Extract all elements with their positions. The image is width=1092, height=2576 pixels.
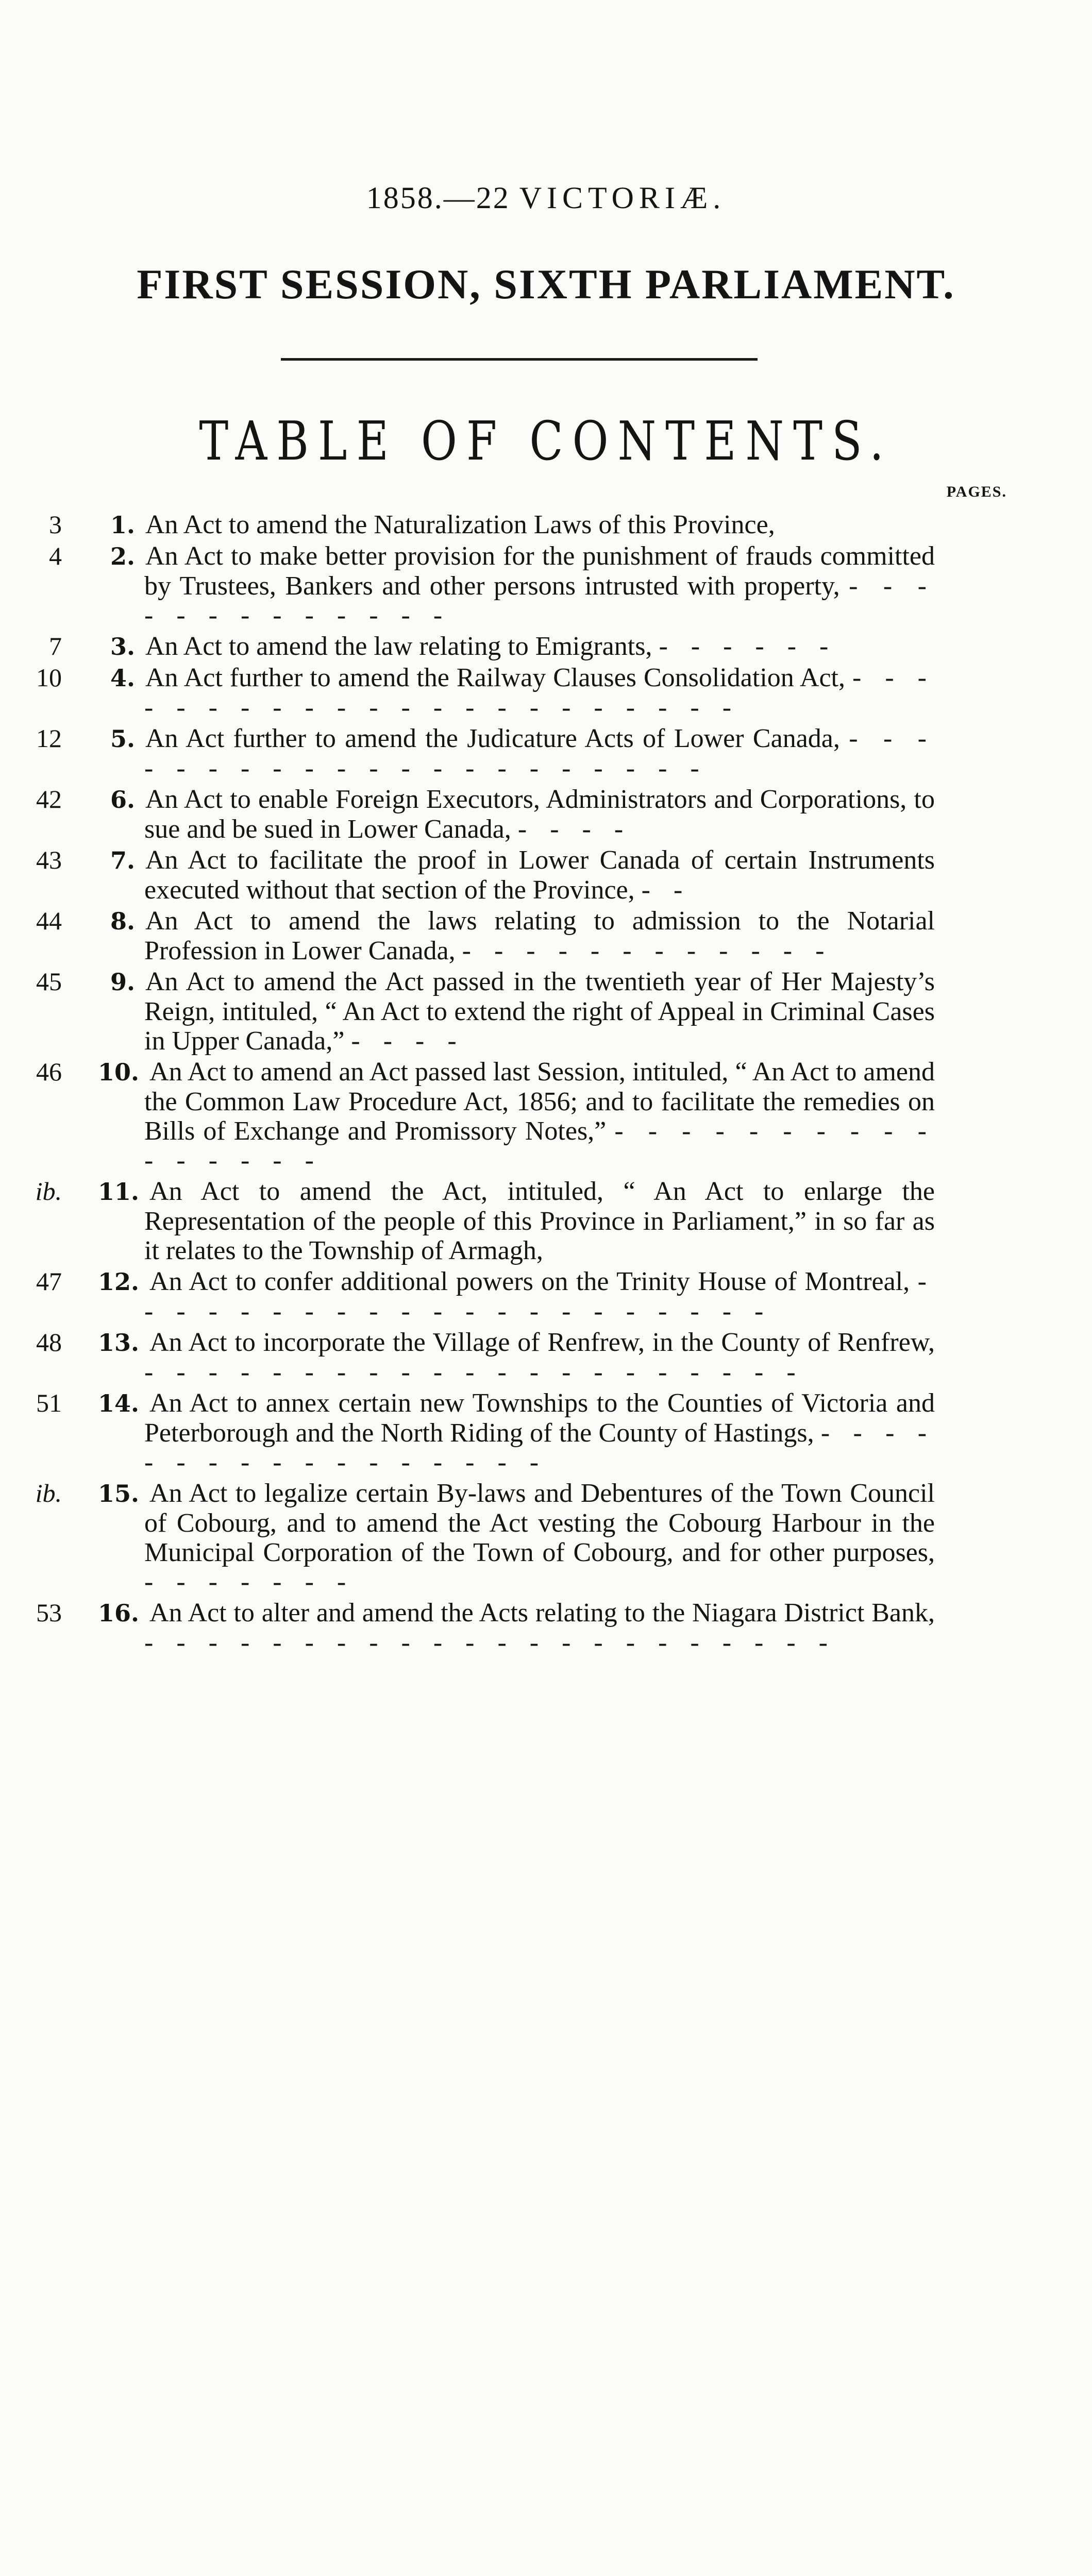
entry-page-number: ib. bbox=[35, 1177, 62, 1206]
entry-page-number: 46 bbox=[36, 1057, 62, 1086]
entry-title: An Act to amend the Act, intituled, “ An Act to enlarge the Representation of the people of this Province in Parliament,” in so far as it relates to the Township of Armagh, bbox=[144, 1177, 935, 1265]
toc-entry bbox=[0, 906, 1092, 965]
year-text: 1858.—22 bbox=[366, 181, 510, 215]
entry-page-number: 10 bbox=[36, 663, 62, 692]
toc-entry bbox=[0, 510, 1092, 540]
entry-number: 15. bbox=[98, 1480, 140, 1507]
entry-page-number: 4 bbox=[49, 541, 62, 570]
session-heading: FIRST SESSION, SIXTH PARLIAMENT. bbox=[137, 261, 955, 308]
entry-page-number: 51 bbox=[36, 1388, 62, 1417]
dot-leader: - - - - - - - bbox=[144, 1567, 355, 1597]
dot-leader: - - - - - - - - - - - - - bbox=[144, 571, 935, 630]
entry-page-number: 7 bbox=[49, 632, 62, 660]
entry-number: 5. bbox=[110, 725, 135, 753]
toc-entry bbox=[0, 541, 1092, 630]
entry-number: 7. bbox=[110, 846, 135, 874]
dot-leader: - - - - - - - - - - - - - - - - - bbox=[144, 1418, 935, 1477]
dot-leader: - - - - bbox=[351, 1026, 465, 1056]
entry-title: An Act to amend the Naturalization Laws of this Province, bbox=[145, 510, 775, 539]
entry-title: An Act to legalize certain By-laws and Debentures of the Town Council of Cobourg, and to amend the Act vesting the Cobourg Harbour in the Municipal Corporation of the Town of Cobourg, and for other purposes, bbox=[144, 1479, 935, 1567]
dot-leader: - - - - - - - - - - - - - - - - - - - - - bbox=[144, 1267, 935, 1326]
entry-title: An Act to incorporate the Village of Renfrew, in the County of Renfrew, bbox=[149, 1328, 935, 1357]
entry-title: An Act to make better provision for the punishment of frauds committed by Trustees, Bankers and other persons intrusted with property, bbox=[144, 541, 935, 601]
entry-number: 1. bbox=[110, 511, 135, 539]
toc-entry bbox=[0, 1479, 1092, 1597]
entry-title: An Act further to amend the Railway Clauses Consolidation Act, bbox=[145, 663, 845, 692]
entry-page-number: 43 bbox=[36, 845, 62, 874]
entry-page-number: 53 bbox=[36, 1598, 62, 1627]
dot-leader: - - - - - - - - - - - - - - - - - - - - - bbox=[144, 724, 935, 783]
reign-text: VICTORIÆ. bbox=[519, 181, 726, 215]
entry-number: 16. bbox=[98, 1599, 140, 1627]
dot-leader: - - - - - - bbox=[659, 632, 837, 661]
toc-entry bbox=[0, 724, 1092, 783]
entry-number: 6. bbox=[110, 786, 135, 814]
entry-number: 10. bbox=[98, 1058, 140, 1086]
dot-leader: - - bbox=[641, 875, 691, 905]
entry-title: An Act to amend an Act passed last Session, intituled, “ An Act to amend the Common Law Procedure Act, 1856; and to facilitate the remedies on Bills of Exchange and Promissory Notes,” bbox=[144, 1057, 935, 1146]
entry-page-number: 12 bbox=[36, 724, 62, 753]
entry-title: An Act to enable Foreign Executors, Administrators and Corporations, to sue and be sued in Lower Canada, bbox=[144, 785, 935, 844]
entry-page-number: ib. bbox=[35, 1479, 62, 1507]
toc-entry bbox=[0, 1057, 1092, 1175]
entry-page-number: 48 bbox=[36, 1328, 62, 1357]
toc-entries bbox=[0, 510, 1092, 1659]
entry-number: 2. bbox=[110, 543, 135, 570]
entry-title: An Act to amend the law relating to Emigrants, bbox=[145, 632, 652, 661]
entry-title: An Act to confer additional powers on the Trinity House of Montreal, bbox=[149, 1267, 910, 1296]
dot-leader: - - - - - - - - - - - - bbox=[462, 936, 833, 965]
toc-entry bbox=[0, 845, 1092, 905]
entry-number: 9. bbox=[110, 968, 135, 996]
entry-page-number: 42 bbox=[36, 785, 62, 814]
entry-title: An Act further to amend the Judicature Acts of Lower Canada, bbox=[145, 724, 840, 753]
toc-entry bbox=[0, 663, 1092, 722]
entry-number: 8. bbox=[110, 907, 135, 935]
entry-number: 13. bbox=[98, 1329, 140, 1357]
entry-page-number: 47 bbox=[36, 1267, 62, 1296]
dot-leader: - - - - - - - - - - - - - - - - bbox=[144, 1116, 935, 1175]
toc-entry bbox=[0, 785, 1092, 844]
entry-title: An Act to alter and amend the Acts relating to the Niagara District Bank, bbox=[149, 1598, 935, 1628]
entry-number: 11. bbox=[98, 1178, 140, 1206]
entry-page-number: 45 bbox=[36, 967, 62, 996]
dot-leader: - - - - bbox=[517, 815, 632, 844]
entry-number: 14. bbox=[98, 1389, 140, 1417]
entry-number: 12. bbox=[98, 1268, 140, 1296]
entry-title: An Act to amend the laws relating to admission to the Notarial Profession in Lower Canada, bbox=[144, 906, 935, 965]
toc-entry bbox=[0, 1328, 1092, 1387]
toc-entry bbox=[0, 1177, 1092, 1265]
entry-page-number: 44 bbox=[36, 906, 62, 935]
entry-page-number: 3 bbox=[49, 510, 62, 539]
dot-leader: - - - - - - - - - - - - - - - - - - - - - - bbox=[144, 1628, 836, 1657]
entry-title: An Act to annex certain new Townships to the Counties of Victoria and Peterborough and the North Riding of the County of Hastings, bbox=[144, 1388, 935, 1448]
toc-entry bbox=[0, 1267, 1092, 1326]
toc-entry bbox=[0, 1388, 1092, 1477]
entry-number: 3. bbox=[110, 633, 135, 660]
dot-leader: - - - - - - - - - - - - - - - - - - - - - bbox=[144, 1358, 804, 1387]
dot-leader: - - - - - - - - - - - - - - - - - - - - - - bbox=[144, 663, 935, 722]
entry-title: An Act to amend the Act passed in the twentieth year of Her Majesty’s Reign, intituled, “ An Act to extend the right of Appeal in Criminal Cases in Upper Canada,” bbox=[144, 967, 935, 1056]
horizontal-rule bbox=[281, 358, 758, 361]
regnal-year-heading bbox=[0, 180, 1092, 216]
toc-title: TABLE OF CONTENTS. bbox=[199, 410, 893, 472]
entry-title: An Act to facilitate the proof in Lower Canada of certain Instruments executed without that section of the Province, bbox=[144, 845, 935, 905]
pages-column-label: PAGES. bbox=[946, 483, 1007, 500]
entry-number: 4. bbox=[110, 664, 135, 692]
toc-entry bbox=[0, 1598, 1092, 1657]
toc-entry bbox=[0, 967, 1092, 1056]
toc-entry bbox=[0, 632, 1092, 662]
